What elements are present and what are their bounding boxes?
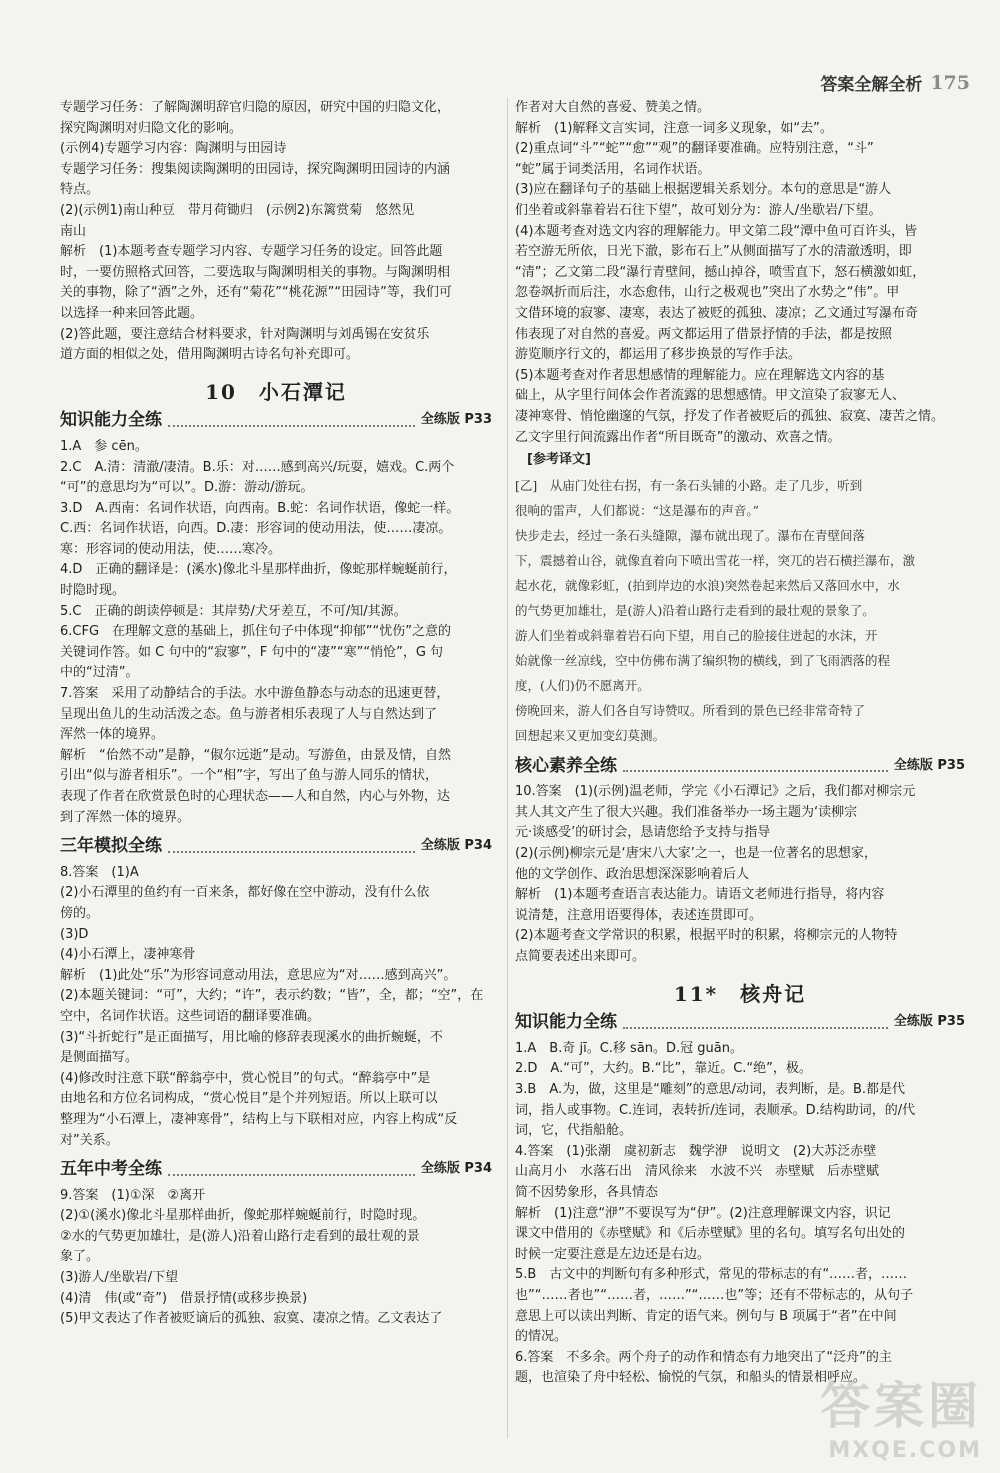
- text-line: 寒：形容词的使动用法，使……寒冷。: [60, 541, 282, 557]
- text-line: 解析 (1)解释文言实词，注意一词多义现象，如“去”。: [515, 120, 833, 136]
- text-line: (4)修改时注意下联“醉翁亭中，赏心悦目”的句式。“醉翁亭中”是: [60, 1070, 431, 1086]
- translation-line: 很响的雷声，人们都说：“这是瀑布的声音。”: [515, 502, 760, 518]
- section-header: [60, 836, 492, 857]
- section-version: 全练版 P33: [420, 412, 492, 428]
- text-line: 简不因势象形，各具情态: [515, 1184, 659, 1200]
- translation-line: [乙] 从庙门处往右拐，有一条石头铺的小路。走了几步，听到: [515, 477, 863, 493]
- translation-line: 快步走去，经过一条石头缝隙，瀑布就出现了。瀑布在青壁间落: [515, 527, 866, 543]
- text-line: (2)(示例)柳宗元是‘唐宋八大家’之一，也是一位著名的思想家，: [515, 846, 877, 862]
- reference-translation: [515, 473, 965, 748]
- text-line: (3)应在翻译句子的基础上根据逻辑关系划分。本句的意思是“游人: [515, 182, 892, 198]
- text-line: 说清楚，注意用语要得体，表述连贯即可。: [515, 907, 763, 923]
- section-body: [515, 782, 965, 967]
- text-line: 以选择一种来回答此题。: [60, 305, 204, 321]
- section-version: 全练版 P34: [420, 1161, 492, 1177]
- text-line: 词，指人或事物。C.连词，表转折/连词，表顺承。D.结构助词，的/代: [515, 1102, 916, 1118]
- text-line: (5)本题考查对作者思想感情的理解能力。应在理解选文内容的基: [515, 367, 885, 383]
- text-line: 乙文字里行间流露出作者“所目既奇”的激动、欢喜之情。: [515, 429, 841, 445]
- translation-line: 下，震撼着山谷，就像直着向下喷出雪花一样，突兀的岩石横拦瀑布，激: [515, 552, 916, 568]
- page-number: 175: [930, 71, 970, 94]
- text-line: 是侧面描写。: [60, 1050, 139, 1066]
- right-column: [515, 98, 965, 1389]
- text-line: 关的事物，除了“酒”之外，还有“菊花”“桃花源”“田园诗”等，我们可: [60, 285, 452, 301]
- chapter-title: 11* 核舟记: [673, 981, 807, 1006]
- text-line: (3)D: [60, 926, 89, 942]
- watermark-logo: [820, 1366, 982, 1463]
- text-line: 课文中借用的《赤壁赋》和《后赤壁赋》里的名句。填写名句出处的: [515, 1226, 906, 1242]
- text-line: 意思上可以读出判断、肯定的语气来。例句与 B 项属于“者”在中间: [515, 1308, 897, 1324]
- text-line: 作者对大自然的喜爱、赞美之情。: [515, 100, 711, 115]
- column-divider: [507, 98, 508, 1438]
- text-line: 点简要表述出来即可。: [515, 949, 646, 965]
- text-line: (2)①(溪水)像北斗星那样曲折，像蛇那样蜿蜒前行，时隐时现。: [60, 1208, 426, 1224]
- text-line: 解析 (1)本题考查语言表达能力。请语文老师进行指导，将内容: [515, 887, 885, 903]
- section-version: 全练版 P35: [893, 757, 965, 773]
- text-line: 探究陶渊明对归隐文化的影响。: [60, 120, 243, 136]
- text-line: 表现了作者在欣赏景色时的心理状态——人和自然，内心与外物，达: [60, 789, 451, 804]
- text-line: 游览顺序行文的，都运用了移步换景的写作手法。: [515, 347, 802, 363]
- text-line: 到了浑然一体的境界。: [60, 809, 191, 825]
- text-line: 的情况。: [515, 1329, 568, 1345]
- text-line: 9.答案 (1)①深 ②离开: [60, 1187, 206, 1203]
- section-body: [60, 437, 492, 828]
- text-line: 4.D 正确的翻译是：(溪水)像北斗星那样曲折，像蛇那样蜿蜒前行，: [60, 562, 457, 578]
- dotted-leader: [168, 1164, 415, 1176]
- text-line: 特点。: [60, 182, 100, 198]
- text-line: (2)本题关键词：“可”，大约；“许”，表示约数；“皆”，全，都；“空”，在: [60, 988, 484, 1004]
- text-line: (5)甲文表达了作者被贬谪后的孤独、寂寞、凄凉之情。乙文表达了: [60, 1311, 443, 1327]
- text-line: 10.答案 (1)(示例)温老师，学完《小石潭记》之后，我们都对柳宗元: [515, 784, 916, 800]
- text-line: 2.D A.“可”，大约。B.“比”，靠近。C.“绝”，极。: [515, 1061, 812, 1077]
- text-line: (2)重点词“斗”“蛇”“愈”“观”的翻译要准确。应特别注意，“斗”: [515, 141, 874, 157]
- text-line: (示例4)专题学习内容：陶渊明与田园诗: [60, 141, 287, 157]
- translation-line: 起水花，就像彩虹，(拍到岸边的水浪)突然卷起来然后又落回水中，水: [515, 577, 900, 593]
- text-line: (4)本题考查对选文内容的理解能力。甲文第二段“潭中鱼可百许头，皆: [515, 223, 918, 239]
- text-line: 他的文学创作、政治思想深深影响着后人: [515, 866, 750, 882]
- section-body: [60, 1186, 492, 1330]
- watermark-line1: 答案圈: [820, 1377, 982, 1435]
- text-line: 空中，名词作状语。这些词语的翻译要准确。: [60, 1008, 321, 1024]
- text-line: 呈现出鱼儿的生动活泼之态。鱼与游者相乐表现了人与自然达到了: [60, 706, 438, 722]
- left-column: [60, 98, 492, 1330]
- text-line: 3.B A.为，做，这里是“雕刻”的意思/动词，表判断，是。B.都是代: [515, 1082, 906, 1097]
- text-line: C.西：名词作状语，向西。D.凄：形容词的使动用法，使……凄凉。: [60, 521, 452, 537]
- text-line: 伟表现了对自然的喜爱。两文都运用了借景抒情的手法，都是按照: [515, 326, 893, 342]
- text-line: 整理为“小石潭上，凄神寒骨”，结构上与下联相对应，内容上构成“反: [60, 1111, 458, 1127]
- text-line: 们坐着或斜靠着岩石往下望”，故可划分为：游人/坐歇岩/下望。: [515, 202, 882, 218]
- text-line: (3)“斗折蛇行”是正面描写，用比喻的修辞表现溪水的曲折蜿蜒，不: [60, 1029, 443, 1045]
- text-line: 象了。: [60, 1249, 100, 1265]
- page-header: [820, 70, 970, 95]
- text-line: 若空游无所依，日光下澈，影布石上”从侧面描写了水的清澈透明，即: [515, 244, 912, 260]
- text-line: 专题学习任务：了解陶渊明辞官归隐的原因，研究中国的归隐文化，: [60, 100, 451, 115]
- header-title: 答案全解全析: [820, 75, 923, 95]
- text-line: 忽卷飒折而后注，水态愈伟，山行之极观也”突出了水势之“伟”。甲: [515, 285, 900, 301]
- translation-line: 游人们坐着或斜靠着岩石向下望，用自己的脸接住迸起的水沫，开: [515, 627, 878, 643]
- watermark-line2: MXQE.COM: [828, 1438, 982, 1463]
- text-line: 其人其文产生了很大兴趣。我们准备举办一场主题为‘读柳宗: [515, 804, 858, 820]
- reference-translation-label: [参考译文]: [527, 452, 591, 468]
- text-line: 浑然一体的境界。: [60, 727, 165, 743]
- chapter-title: 10 小石潭记: [205, 379, 347, 404]
- text-line: 7.答案 采用了动静结合的手法。水中游鱼静态与动态的迅速更替，: [60, 686, 450, 702]
- section-title: 五年中考全练: [60, 1159, 162, 1180]
- text-line: (2)本题考查文学常识的积累，根据平时的积累，将柳宗元的人物特: [515, 928, 898, 944]
- text-line: 由地名和方位名词构成，“赏心悦目”是个并列短语。所以上联可以: [60, 1091, 438, 1107]
- text-line: ②水的气势更加雄壮，是(游人)沿着山路行走看到的最壮观的景: [60, 1228, 420, 1244]
- text-line: 元·谈感受’的研讨会，恳请您给予支持与指导: [515, 825, 771, 841]
- text-line: 对”关系。: [60, 1132, 119, 1148]
- section-version: 全练版 P34: [420, 838, 492, 854]
- translation-line: 的气势更加雄壮，是(游人)沿着山路行走看到的最壮观的景象了。: [515, 602, 875, 618]
- text-line: 引出“似与游者相乐”。一个“相”字，写出了鱼与游人同乐的情状，: [60, 768, 438, 784]
- section-header: [60, 1159, 492, 1180]
- text-line: (4)清 伟(或“奇”) 借景抒情(或移步换景): [60, 1290, 308, 1306]
- text-line: 解析 (1)本题考查专题学习内容、专题学习任务的设定。回答此题: [60, 244, 443, 260]
- dotted-leader: [623, 1017, 888, 1029]
- translation-line: 度，(人们)仍不愿离开。: [515, 677, 650, 693]
- section-title: 核心素养全练: [515, 755, 617, 776]
- text-line: (2)答此题，要注意结合材料要求，针对陶渊明与刘禹锡在安贫乐: [60, 326, 430, 342]
- text-line: 时隐时现。: [60, 583, 126, 599]
- text-line: 5.C 正确的朗读停顿是：其岸势/犬牙差互，不可/知/其源。: [60, 603, 407, 619]
- text-line: (4)小石潭上，凄神寒骨: [60, 947, 196, 963]
- text-line: 8.答案 (1)A: [60, 864, 139, 880]
- section-header: [515, 756, 965, 777]
- text-line: 1.A 参 cēn。: [60, 438, 148, 454]
- text-line: 关键词作答。如 C 句中的“寂寥”，F 句中的“凄”“寒”“悄怆”，G 句: [60, 644, 444, 660]
- text-line: 文借环境的寂寥、凄寒，表达了被贬的孤独、凄凉；乙文通过写瀑布奇: [515, 305, 919, 321]
- text-line: 3.D A.西南：名词作状语，向西南。B.蛇：名词作状语，像蛇一样。: [60, 500, 460, 516]
- text-line: 也”“……者也”“……者，……”“……也”等；还有不带标志的，从句子: [515, 1287, 914, 1303]
- text-line: 6.CFG 在理解文意的基础上，抓住句子中体现“抑郁”“忧伤”之意的: [60, 624, 451, 640]
- text-line: “清”；乙文第二段“瀑行青壁间，撼山掉谷，喷雪直下，怒石横激如虹，: [515, 264, 926, 280]
- dotted-leader: [168, 841, 415, 853]
- translation-line: 回想起来又更加变幻莫测。: [515, 727, 666, 743]
- text-line: 山高月小 水落石出 清风徐来 水波不兴 赤壁赋 后赤壁赋: [515, 1164, 880, 1180]
- translation-line: 始就像一丝凉线，空中仿佛布满了编织物的横线，到了飞雨洒落的程: [515, 652, 891, 668]
- text-line: 题，也渲染了舟中轻松、愉悦的气氛，和船头的情景相呼应。: [515, 1370, 867, 1386]
- text-line: 5.B 古文中的判断句有多种形式，常见的带标志的有“……者，……: [515, 1267, 908, 1283]
- text-line: 2.C A.清：清澈/凄清。B.乐：对……感到高兴/玩耍，嬉戏。C.两个: [60, 459, 455, 475]
- text-line: 解析 (1)此处“乐”为形容词意动用法，意思应为“对……感到高兴”。: [60, 967, 457, 983]
- section-title: 三年模拟全练: [60, 836, 162, 857]
- section-title: 知识能力全练: [60, 410, 162, 431]
- text-line: 解析 “佁然不动”是静，“俶尔远逝”是动。写游鱼，由景及情，自然: [60, 747, 451, 763]
- text-line: 时，一要仿照格式回答，二要选取与陶渊明相关的事物。与陶渊明相: [60, 264, 451, 280]
- text-line: 时候一定要注意是左边还是右边。: [515, 1246, 711, 1262]
- text-line: “可”的意思均为“可以”。D.游：游动/游玩。: [60, 480, 314, 496]
- text-line: 凄神寒骨、悄怆幽邃的气氛，抒发了作者被贬后的孤独、寂寞、凄苦之情。: [515, 408, 945, 424]
- text-line: 6.答案 不多余。两个舟子的动作和情态有力地突出了“泛舟”的主: [515, 1349, 892, 1365]
- text-line: 4.答案 (1)张潮 虞初新志 魏学洢 说明文 (2)大苏泛赤壁: [515, 1143, 877, 1159]
- text-line: 道方面的相似之处，借用陶渊明古诗名句补充即可。: [60, 347, 360, 363]
- text-line: 中的“过清”。: [60, 665, 139, 681]
- text-line: 础上，从字里行间体会作者流露的思想感情。甲文渲染了寂寥无人、: [515, 388, 906, 404]
- section-body: [515, 1039, 965, 1389]
- translation-line: 傍晚回来，游人们各自写诗赞叹。所看到的景色已经非常奇特了: [515, 702, 866, 718]
- text-line: 1.A B.奇 jī。C.移 sān。D.冠 guān。: [515, 1040, 743, 1056]
- section-header: [60, 410, 492, 431]
- text-line: 专题学习任务：搜集阅读陶渊明的田园诗，探究陶渊明田园诗的内涵: [60, 161, 451, 177]
- text-line: 词，它，代指船舱。: [515, 1123, 633, 1139]
- text-line: 解析 (1)注意“洢”不要误写为“伊”。(2)注意理解课文内容，识记: [515, 1205, 891, 1221]
- left-intro: [60, 98, 492, 366]
- right-intro: [515, 98, 965, 448]
- section-header: [515, 1012, 965, 1033]
- text-line: 傍的。: [60, 905, 100, 921]
- dotted-leader: [168, 415, 415, 427]
- dotted-leader: [623, 760, 888, 772]
- text-line: 南山: [60, 223, 87, 239]
- section-title: 知识能力全练: [515, 1012, 617, 1033]
- section-body: [60, 863, 492, 1151]
- text-line: (2)小石潭里的鱼约有一百来条，都好像在空中游动，没有什么依: [60, 885, 430, 901]
- text-line: “蛇”属于词类活用，名词作状语。: [515, 161, 711, 177]
- text-line: (2)(示例1)南山种豆 带月荷锄归 (示例2)东篱赏菊 悠然见: [60, 202, 415, 218]
- section-version: 全练版 P35: [893, 1014, 965, 1030]
- text-line: (3)游人/坐歇岩/下望: [60, 1270, 179, 1286]
